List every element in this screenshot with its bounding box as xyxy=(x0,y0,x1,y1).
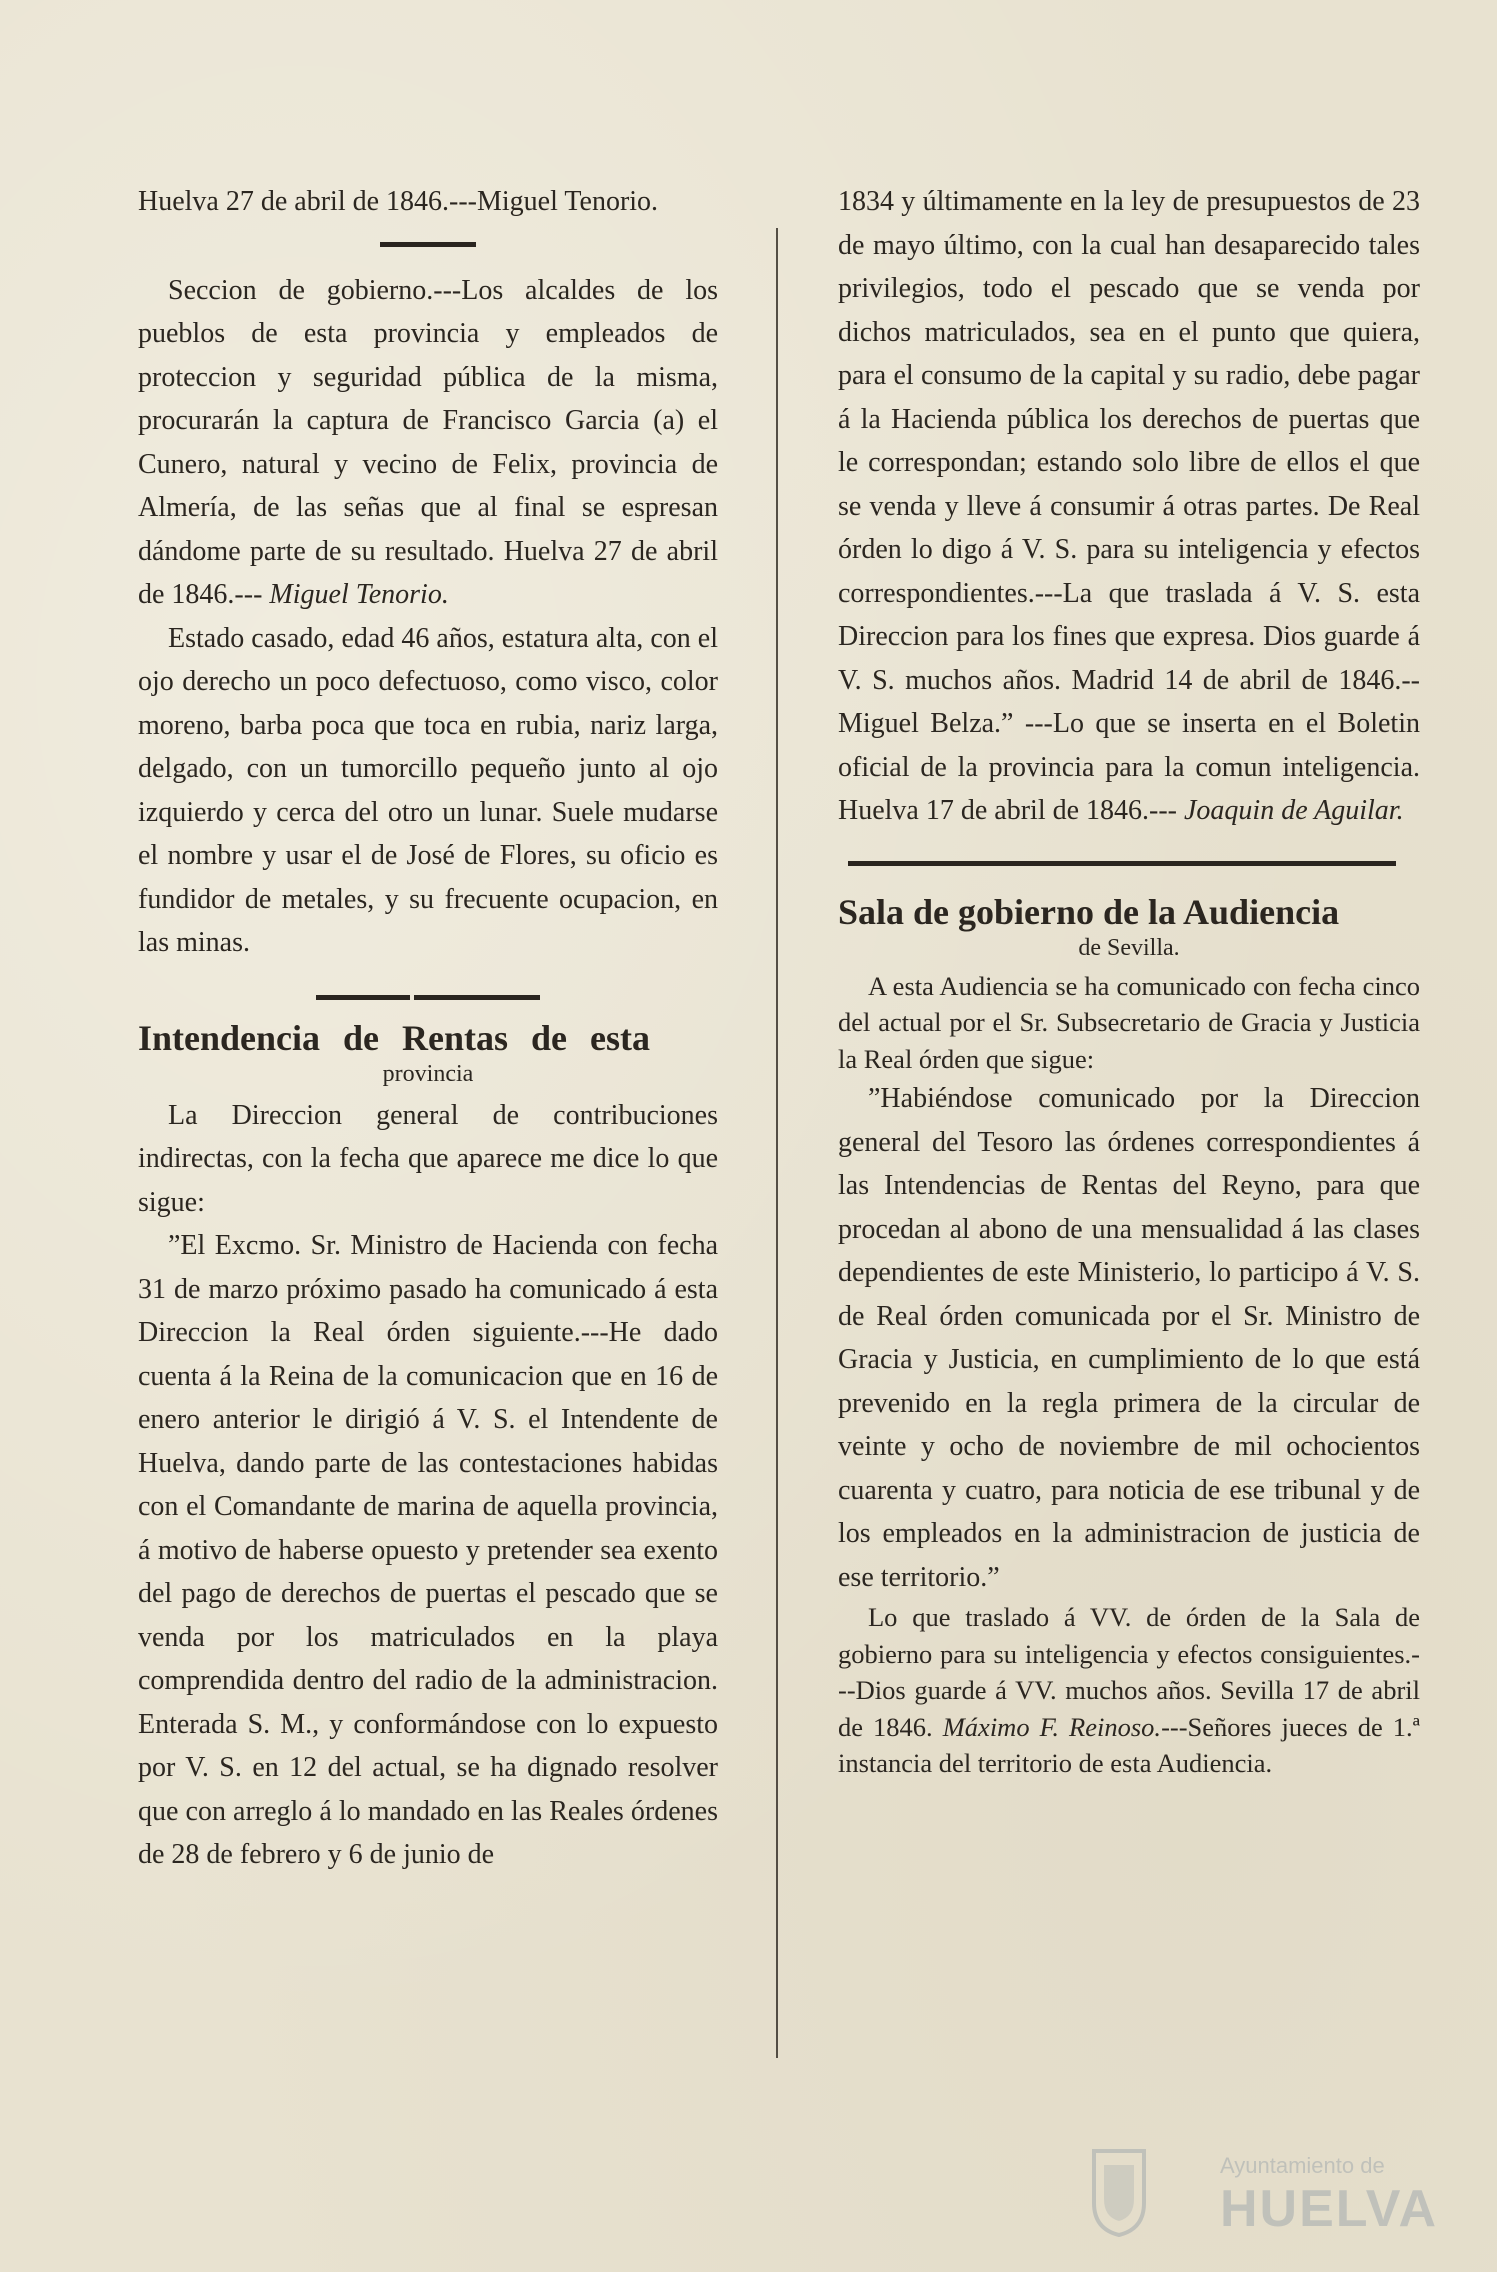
excmo-paragraph: ”El Excmo. Sr. Ministro de Hacienda con fecha 31 de marzo próximo pasado ha comunicado á esta Direccion la Real órden siguiente.---He dado cuenta á la Reina de la comunicacion que en 16 de enero anterior le dirigió á V. S. el Intendente de Huelva, dando parte de las contestaciones habidas con el Comandante de marina de aquella provincia, á motivo de haberse opuesto y pretender sea exento del pago de derechos de puertas el pescado que se venda por los matriculados en la playa comprendida dentro del radio de la administracion. Enterada S. M., y conformándose con lo expuesto por V. S. en 12 del actual, se ha dignado resolver que con arreglo á lo mandado en las Reales órdenes de 28 de febrero y 6 de junio de xyxy=(138,1230,718,1870)
intendencia-subheading: provincia xyxy=(382,1060,474,1087)
column-divider xyxy=(776,228,778,2058)
watermark-line2: HUELVA xyxy=(1220,2180,1439,2238)
audiencia-paragraph: A esta Audiencia se ha comunicado con fecha cinco del actual por el Sr. Subsecretario de Gracia y Justicia la Real órden que sigue: xyxy=(838,970,1420,1074)
continuation-paragraph xyxy=(838,180,1420,833)
traslado-paragraph xyxy=(838,1599,1420,1782)
continuation-signature: Joaquin de Aguilar. xyxy=(1184,795,1404,826)
section-divider-long xyxy=(848,861,1396,866)
section-divider-double xyxy=(138,995,718,1000)
traslado-text: Lo que traslado á VV. de órden de la Sala de gobierno para su inteligencia y efectos consiguientes.---Dios guarde á VV. muchos años. Sevilla 17 de abril de 1846. xyxy=(838,1602,1420,1742)
gobierno-text: Seccion de gobierno.---Los alcaldes de los pueblos de esta provincia y empleados de proteccion y seguridad pública de la misma, procurarán la captura de Francisco Garcia (a) el Cunero, natural y vecino de Felix, provincia de Almería, de las señas que al final se espresan dándome parte de su resultado. Huelva 27 de abril de 1846.--- xyxy=(138,274,718,610)
ayuntamiento-watermark xyxy=(1090,2145,1439,2245)
intro-paragraph xyxy=(138,180,718,224)
intro-text: Huelva 27 de abril de 1846.---Miguel Tenorio. xyxy=(138,186,659,217)
audiencia-heading: Sala de gobierno de la Audiencia xyxy=(838,891,1340,932)
right-column xyxy=(838,180,1420,1782)
intendencia-heading: Intendencia de Rentas de esta xyxy=(138,1017,650,1058)
watermark-line1: Ayuntamiento de xyxy=(1220,2153,1385,2178)
direccion-paragraph: La Direccion general de contribuciones indirectas, con la fecha que aparece me dice lo que sigue: xyxy=(138,1099,718,1218)
city-shield-icon xyxy=(1090,2145,1148,2237)
audiencia-subheading: de Sevilla. xyxy=(1078,934,1180,961)
gobierno-signature: Miguel Tenorio. xyxy=(269,579,449,610)
senas-paragraph: Estado casado, edad 46 años, estatura alta, con el ojo derecho un poco defectuoso, como visco, color moreno, barba poca que toca en rubia, nariz larga, delgado, con un tumorcillo pequeño junto al ojo izquierdo y cerca del otro un lunar. Suele mudarse el nombre y usar el de José de Flores, su oficio es fundidor de metales, y su frecuente ocupacion, en las minas. xyxy=(138,622,718,958)
gobierno-paragraph xyxy=(138,269,718,617)
left-column xyxy=(138,180,718,1877)
traslado-signature: Máximo F. Reinoso. xyxy=(942,1711,1162,1742)
section-divider xyxy=(380,242,476,247)
habiendose-paragraph: ”Habiéndose comunicado por la Direccion general del Tesoro las órdenes correspondientes á las Intendencias de Rentas del Reyno, para que procedan al abono de una mensualidad á las clases dependientes de este Ministerio, lo participo á V. S. de Real órden comunicada por el Sr. Ministro de Gracia y Justicia, en cumplimiento de lo que está prevenido en la regla primera de la circular de veinte y ocho de noviembre de mil ochocientos cuarenta y cuatro, para noticia de ese tribunal y de los empleados en la administracion de justicia de ese territorio.” xyxy=(838,1083,1420,1593)
traslado-end: ---Señores jueces de 1.ª instancia del territorio de esta Audiencia. xyxy=(838,1711,1420,1778)
continuation-text: 1834 y últimamente en la ley de presupuestos de 23 de mayo último, con la cual han desaparecido tales privilegios, todo el pescado que se venda por dichos matriculados, sea en el punto que quiera, para el consumo de la capital y su radio, debe pagar á la Hacienda pública los derechos de puertas que le correspondan; estando solo libre de ellos el que se venda y lleve á consumir á otras partes. De Real órden lo digo á V. S. para su inteligencia y efectos correspondientes.---La que traslada á V. S. esta Direccion para los fines que expresa. Dios guarde á V. S. muchos años. Madrid 14 de abril de 1846.--Miguel Belza.” ---Lo que se inserta en el Boletin oficial de la provincia para la comun inteligencia. Huelva 17 de abril de 1846.--- xyxy=(838,186,1420,826)
